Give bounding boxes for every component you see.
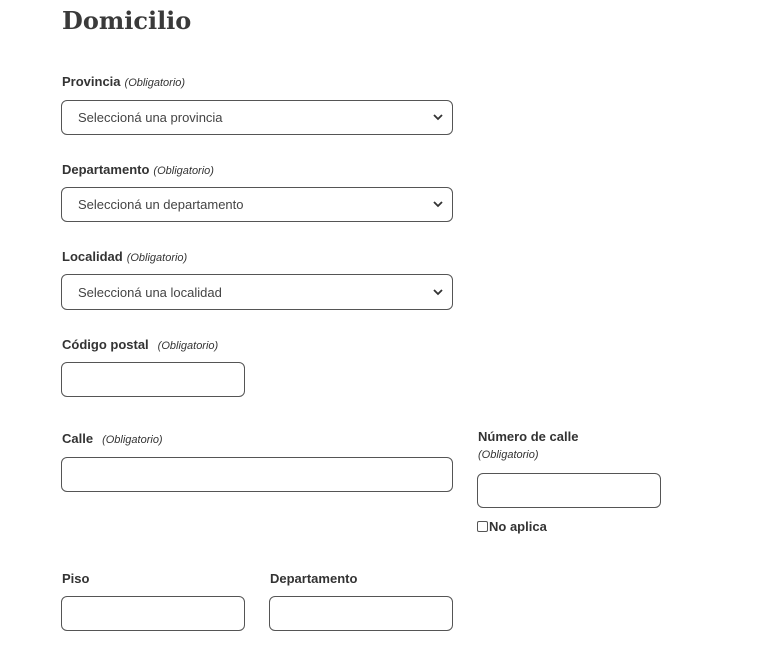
localidad-required-tag: (Obligatorio) xyxy=(126,252,188,264)
calle-label-text: Calle xyxy=(62,431,94,446)
departamento-select[interactable] xyxy=(61,187,453,222)
section-title: Domicilio xyxy=(62,6,192,35)
numero-calle-input[interactable] xyxy=(477,473,661,508)
departamento-unidad-input[interactable] xyxy=(269,596,453,631)
chevron-down-icon xyxy=(424,275,452,309)
no-aplica-checkbox[interactable] xyxy=(477,521,488,532)
provincia-label xyxy=(62,74,185,89)
localidad-select[interactable] xyxy=(61,274,453,310)
piso-label: Piso xyxy=(62,571,90,586)
chevron-down-icon xyxy=(424,101,452,134)
provincia-select[interactable] xyxy=(61,100,453,135)
departamento-label xyxy=(62,162,214,177)
codigo-postal-label-text: Código postal xyxy=(62,337,149,352)
piso-input[interactable] xyxy=(61,596,245,631)
localidad-label-text: Localidad xyxy=(62,249,123,264)
provincia-required-tag: (Obligatorio) xyxy=(124,77,186,89)
no-aplica-label[interactable]: No aplica xyxy=(489,519,547,534)
localidad-label xyxy=(62,249,187,264)
provincia-select-value: Seleccioná una provincia xyxy=(78,110,223,125)
departamento-required-tag: (Obligatorio) xyxy=(153,165,214,177)
no-aplica-row[interactable] xyxy=(477,519,547,534)
localidad-select-value: Seleccioná una localidad xyxy=(78,284,222,300)
numero-calle-label xyxy=(478,429,578,461)
chevron-down-icon xyxy=(424,188,452,221)
departamento-unidad-label: Departamento xyxy=(270,571,358,586)
departamento-label-text: Departamento xyxy=(62,162,150,177)
codigo-postal-input[interactable] xyxy=(61,362,245,397)
calle-input[interactable] xyxy=(61,457,453,492)
codigo-postal-label xyxy=(62,337,218,352)
numero-calle-label-text: Número de calle xyxy=(478,429,579,444)
calle-required-tag: (Obligatorio) xyxy=(102,434,163,446)
numero-calle-required-tag: (Obligatorio) xyxy=(478,449,539,461)
codigo-postal-required-tag: (Obligatorio) xyxy=(157,340,219,352)
calle-label xyxy=(62,431,163,446)
departamento-select-value: Seleccioná un departamento xyxy=(78,197,244,212)
provincia-label-text: Provincia xyxy=(62,74,121,89)
